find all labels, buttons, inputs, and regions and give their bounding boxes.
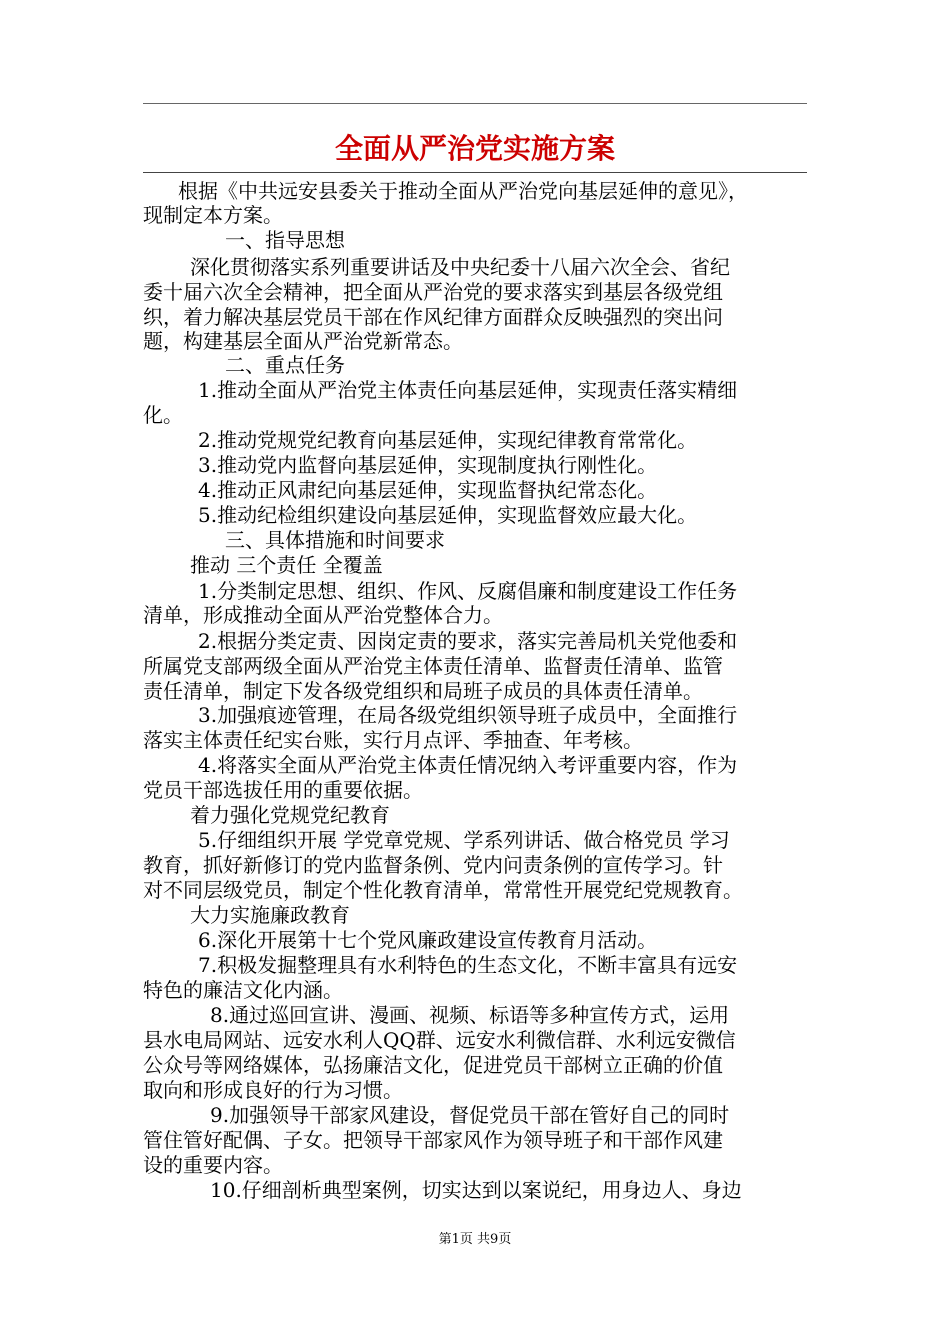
paragraph-line: 题，构建基层全面从严治党新常态。 [143,329,463,353]
paragraph-line: 现制定本方案。 [143,203,283,227]
list-item: 5.仔细组织开展 学党章党规、学系列讲话、做合格党员 学习 [198,828,730,852]
list-item: 取向和形成良好的行为习惯。 [143,1078,403,1102]
list-item: 党员干部选拔任用的重要依据。 [143,778,423,802]
list-item: 2.根据分类定责、因岗定责的要求，落实完善局机关党他委和 [198,629,738,653]
list-item: 6.深化开展第十七个党风廉政建设宣传教育月活动。 [198,928,658,952]
list-item: 对不同层级党员，制定个性化教育清单，常常性开展党纪党规教育。 [143,878,743,902]
list-item: 公众号等网络媒体，弘扬廉洁文化，促进党员干部树立正确的价值 [143,1053,723,1077]
list-item: 设的重要内容。 [143,1153,283,1177]
subsection-heading: 大力实施廉政教育 [190,903,350,927]
title-underline [143,172,807,173]
list-item: 所属党支部两级全面从严治党主体责任清单、监督责任清单、监管 [143,654,723,678]
section-heading: 一、指导思想 [225,228,345,252]
list-item: 10.仔细剖析典型案例，切实达到以案说纪，用身边人、身边 [210,1178,742,1202]
paragraph-line: 织，着力解决基层党员干部在作风纪律方面群众反映强烈的突出问 [143,305,723,329]
list-item: 4.推动正风肃纪向基层延伸，实现监督执纪常态化。 [198,478,658,502]
paragraph-line: 委十届六次全会精神，把全面从严治党的要求落实到基层各级党组 [143,280,723,304]
list-item: 县水电局网站、远安水利人QQ群、远安水利微信群、水利远安微信 [143,1028,736,1052]
list-item: 管住管好配偶、子女。把领导干部家风作为领导班子和干部作风建 [143,1128,723,1152]
list-item: 4.将落实全面从严治党主体责任情况纳入考评重要内容，作为 [198,753,738,777]
document-title: 全面从严治党实施方案 [334,132,615,165]
list-item: 8.通过巡回宣讲、漫画、视频、标语等多种宣传方式，运用 [210,1003,730,1027]
list-item: 化。 [143,403,183,427]
list-item: 7.积极发掘整理具有水利特色的生态文化，不断丰富具有远安 [198,953,738,977]
list-item: 责任清单，制定下发各级党组织和局班子成员的具体责任清单。 [143,679,703,703]
page-footer: 第1页 共9页 [438,1232,512,1247]
header-rule [143,103,807,104]
list-item: 教育，抓好新修订的党内监督条例、党内问责条例的宣传学习。针 [143,853,723,877]
list-item: 1.推动全面从严治党主体责任向基层延伸，实现责任落实精细 [198,378,738,402]
paragraph-line: 根据《中共远安县委关于推动全面从严治党向基层延伸的意见》， [178,179,748,203]
list-item: 特色的廉洁文化内涵。 [143,978,343,1002]
list-item: 3.加强痕迹管理，在局各级党组织领导班子成员中，全面推行 [198,703,738,727]
list-item: 落实主体责任纪实台账，实行月点评、季抽查、年考核。 [143,728,643,752]
list-item: 2.推动党规党纪教育向基层延伸，实现纪律教育常常化。 [198,428,698,452]
section-heading: 二、重点任务 [225,353,345,377]
subsection-heading: 推动 三个责任 全覆盖 [190,553,383,577]
subsection-heading: 着力强化党规党纪教育 [190,803,390,827]
paragraph-line: 深化贯彻落实系列重要讲话及中央纪委十八届六次全会、省纪 [190,255,730,279]
list-item: 清单，形成推动全面从严治党整体合力。 [143,603,503,627]
section-heading: 三、具体措施和时间要求 [225,528,445,552]
list-item: 5.推动纪检组织建设向基层延伸，实现监督效应最大化。 [198,503,698,527]
list-item: 3.推动党内监督向基层延伸，实现制度执行刚性化。 [198,453,658,477]
list-item: 1.分类制定思想、组织、作风、反腐倡廉和制度建设工作任务 [198,579,738,603]
list-item: 9.加强领导干部家风建设，督促党员干部在管好自己的同时 [210,1103,730,1127]
